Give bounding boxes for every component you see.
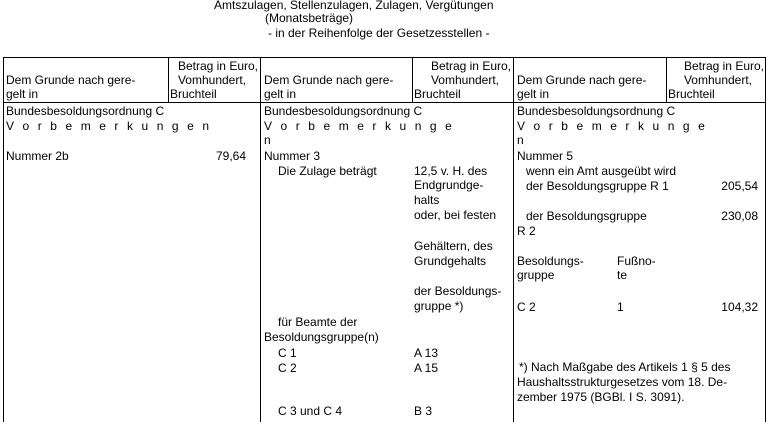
column-divider-2 bbox=[513, 57, 514, 422]
header-grund-2a: Dem Grunde nach gere- bbox=[264, 73, 394, 87]
col2-row-c1-value: A 13 bbox=[414, 346, 439, 360]
col2-b2: Endgrundge- bbox=[414, 178, 484, 192]
header-subdivider-3 bbox=[666, 57, 667, 102]
header-betrag-3b: Vomhundert, bbox=[683, 73, 752, 87]
col3-r2-cont: R 2 bbox=[517, 224, 536, 238]
header-betrag-2b: Vomhundert, bbox=[430, 73, 499, 87]
col3-r1-value: 205,54 bbox=[721, 179, 758, 193]
col2-row-c2-label: C 2 bbox=[278, 361, 297, 375]
col3-footnote-1: *) Nach Maßgabe des Artikels 1 § 5 des bbox=[519, 360, 731, 374]
header-betrag-1a: Betrag in Euro, bbox=[177, 59, 258, 73]
col3-c2-footnote: 1 bbox=[617, 300, 624, 314]
col2-b3: halts bbox=[414, 193, 440, 207]
table-left-border bbox=[3, 57, 4, 422]
col1-vorbemerkungen: V o r b e m e r k u n g e n bbox=[6, 119, 212, 133]
col3-footnote-2: Haushaltsstrukturgesetzes vom 18. De- bbox=[517, 375, 728, 389]
col3-c2-value: 104,32 bbox=[721, 300, 758, 314]
col1-ordnung: Bundesbesoldungsordnung C bbox=[6, 104, 165, 118]
column-divider-1 bbox=[260, 57, 261, 422]
col2-b8: gruppe *) bbox=[414, 299, 464, 313]
header-grund-3a: Dem Grunde nach gere- bbox=[517, 73, 647, 87]
header-betrag-1c: Bruchteil bbox=[170, 87, 217, 101]
col2-vorbemerkungen: V o r b e m e r k u n g e bbox=[264, 119, 455, 133]
col3-vorbemerkungen-n: n bbox=[517, 133, 524, 147]
col3-amt: wenn ein Amt ausgeübt wird bbox=[526, 164, 677, 178]
header-separator bbox=[3, 102, 766, 103]
col2-beamte-1: für Beamte der bbox=[278, 315, 358, 329]
col2-row-c2-value: A 15 bbox=[414, 361, 439, 375]
header-betrag-2c: Bruchteil bbox=[414, 87, 461, 101]
col3-r2-label: der Besoldungsgruppe bbox=[526, 209, 647, 223]
col3-th-group-1: Besoldungs- bbox=[517, 254, 584, 268]
header-grund-1a: Dem Grunde nach gere- bbox=[6, 73, 136, 87]
header-grund-1b: gelt in bbox=[6, 87, 39, 101]
col2-b6: Grundgehalts bbox=[414, 254, 487, 268]
col3-th-footnote-2: te bbox=[617, 268, 628, 282]
col3-ordnung: Bundesbesoldungsordnung C bbox=[517, 104, 676, 118]
col3-vorbemerkungen: V o r b e m e r k u n g e bbox=[517, 119, 708, 133]
header-subdivider-1 bbox=[168, 57, 169, 102]
col2-row-c34-value: B 3 bbox=[414, 404, 433, 418]
col3-th-footnote-1: Fußno- bbox=[617, 254, 656, 268]
col3-r1-label: der Besoldungsgruppe R 1 bbox=[526, 179, 669, 193]
col2-row-c1-label: C 1 bbox=[278, 346, 297, 360]
col3-c2-group: C 2 bbox=[517, 300, 536, 314]
col2-b4: oder, bei festen bbox=[414, 208, 497, 222]
header-grund-2b: gelt in bbox=[264, 87, 297, 101]
col3-th-group-2: gruppe bbox=[517, 268, 555, 282]
col2-zulage: Die Zulage beträgt bbox=[278, 164, 377, 178]
header-betrag-2a: Betrag in Euro, bbox=[430, 59, 511, 73]
col2-b5: Gehältern, des bbox=[414, 239, 493, 253]
col3-footnote-3: zember 1975 (BGBl. I S. 3091). bbox=[517, 390, 685, 404]
table-right-border bbox=[765, 57, 766, 422]
header-betrag-3a: Betrag in Euro, bbox=[683, 59, 764, 73]
table-top-border bbox=[3, 57, 766, 58]
col2-ordnung: Bundesbesoldungsordnung C bbox=[264, 104, 423, 118]
header-grund-3b: gelt in bbox=[517, 87, 550, 101]
col3-nummer: Nummer 5 bbox=[517, 149, 574, 163]
title-line-1: Amtszulagen, Stellenzulagen, Zulagen, Vergütungen bbox=[214, 0, 494, 12]
header-subdivider-2 bbox=[412, 57, 413, 102]
col2-beamte-2: Besoldungsgruppe(n) bbox=[264, 330, 379, 344]
col2-row-c34-label: C 3 und C 4 bbox=[278, 404, 343, 418]
col2-nummer: Nummer 3 bbox=[264, 149, 321, 163]
col1-nummer: Nummer 2b bbox=[6, 149, 69, 163]
title-line-3: - in der Reihenfolge der Gesetzesstellen - bbox=[268, 26, 490, 40]
header-betrag-3c: Bruchteil bbox=[668, 87, 715, 101]
header-betrag-1b: Vomhundert, bbox=[177, 73, 246, 87]
col3-r2-value: 230,08 bbox=[721, 209, 758, 223]
col2-b1: 12,5 v. H. des bbox=[414, 164, 488, 178]
title-line-2: (Monatsbeträge) bbox=[265, 11, 354, 25]
col2-b7: der Besoldungs- bbox=[414, 284, 502, 298]
col2-vorbemerkungen-n: n bbox=[264, 133, 271, 147]
col1-betrag: 79,64 bbox=[215, 149, 246, 163]
